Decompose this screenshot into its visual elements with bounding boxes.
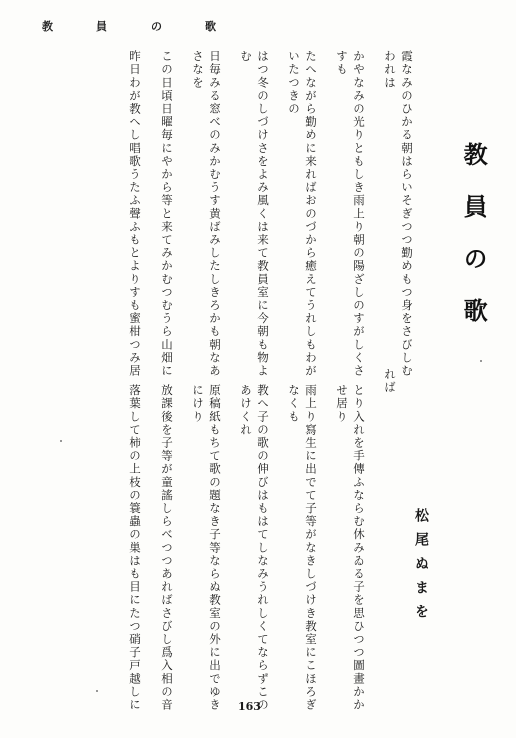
poem-line: たへながら勤めに来ればおのづから癒えてうれしもわが <box>304 50 318 378</box>
scan-speck <box>60 440 62 442</box>
running-title-char: 歌 <box>205 20 216 33</box>
poem-line: かやなみの光りともしき雨上り朝の陽ざしのすがしくさ <box>352 50 366 378</box>
running-title-char: 員 <box>96 20 107 33</box>
poem-continuation: なくも <box>287 384 301 424</box>
poem-continuation: あけくれ <box>239 384 253 437</box>
poem-line: 原稿紙もちて歌の題なき子等ならぬ教室の外に出でゆき <box>208 384 222 712</box>
poem-line: この日頃日曜毎にやから等と来てみかむつむうら山畑に <box>160 50 174 378</box>
poem-line: とり入れを手傳ふならむ休みゐる子を思ひつつ圖畫かか <box>352 384 366 712</box>
author-name: 松尾ぬまを <box>413 508 429 628</box>
poem-continuation: すも <box>335 50 349 77</box>
poem-line: はつ冬のしづけさをよみ風くは来て教員室に今朝も物よ <box>256 50 270 378</box>
scan-speck <box>96 690 98 692</box>
poem-line: 昨日わが教へし唱歌うたふ聲ふもとよりすも蜜柑つみ居 <box>128 50 142 378</box>
scan-speck <box>480 360 482 362</box>
poem-line: 霞なみのひかる朝はらいそぎつつ勤めもつ身をさびしむ <box>400 50 414 378</box>
poem-continuation: われは <box>383 50 397 90</box>
poem-continuation: さなを <box>191 50 205 90</box>
poem-line: 教へ子の歌の伸びはもはてしなみうれしくてならずこの <box>256 384 270 712</box>
poem-continuation: いたつきの <box>287 50 301 116</box>
poem-continuation: せ居り <box>335 384 349 424</box>
poem-line: 放課後を子等が童謠しらべつつあればさびし爲入相の音 <box>160 384 174 712</box>
page-title: 教員の歌 <box>459 142 489 350</box>
poem-continuation: む <box>239 50 253 64</box>
running-title-char: の <box>151 20 162 33</box>
running-title-char: 教 <box>42 20 53 33</box>
poem-line: 落葉して柿の上枝の簑蟲の巣はも目にたつ硝子戸越しに <box>128 384 142 712</box>
poem-continuation: にけり <box>191 384 205 424</box>
poem-line: 日毎みる窓べのみかむうす黄ばみしたしきろかも朝なあ <box>208 50 222 378</box>
poem-continuation: れば <box>383 368 397 395</box>
page-number: 163 <box>238 700 261 713</box>
poem-line: 雨上り寫生に出でて子等がなきしづけき教室にこほろぎ <box>304 384 318 712</box>
